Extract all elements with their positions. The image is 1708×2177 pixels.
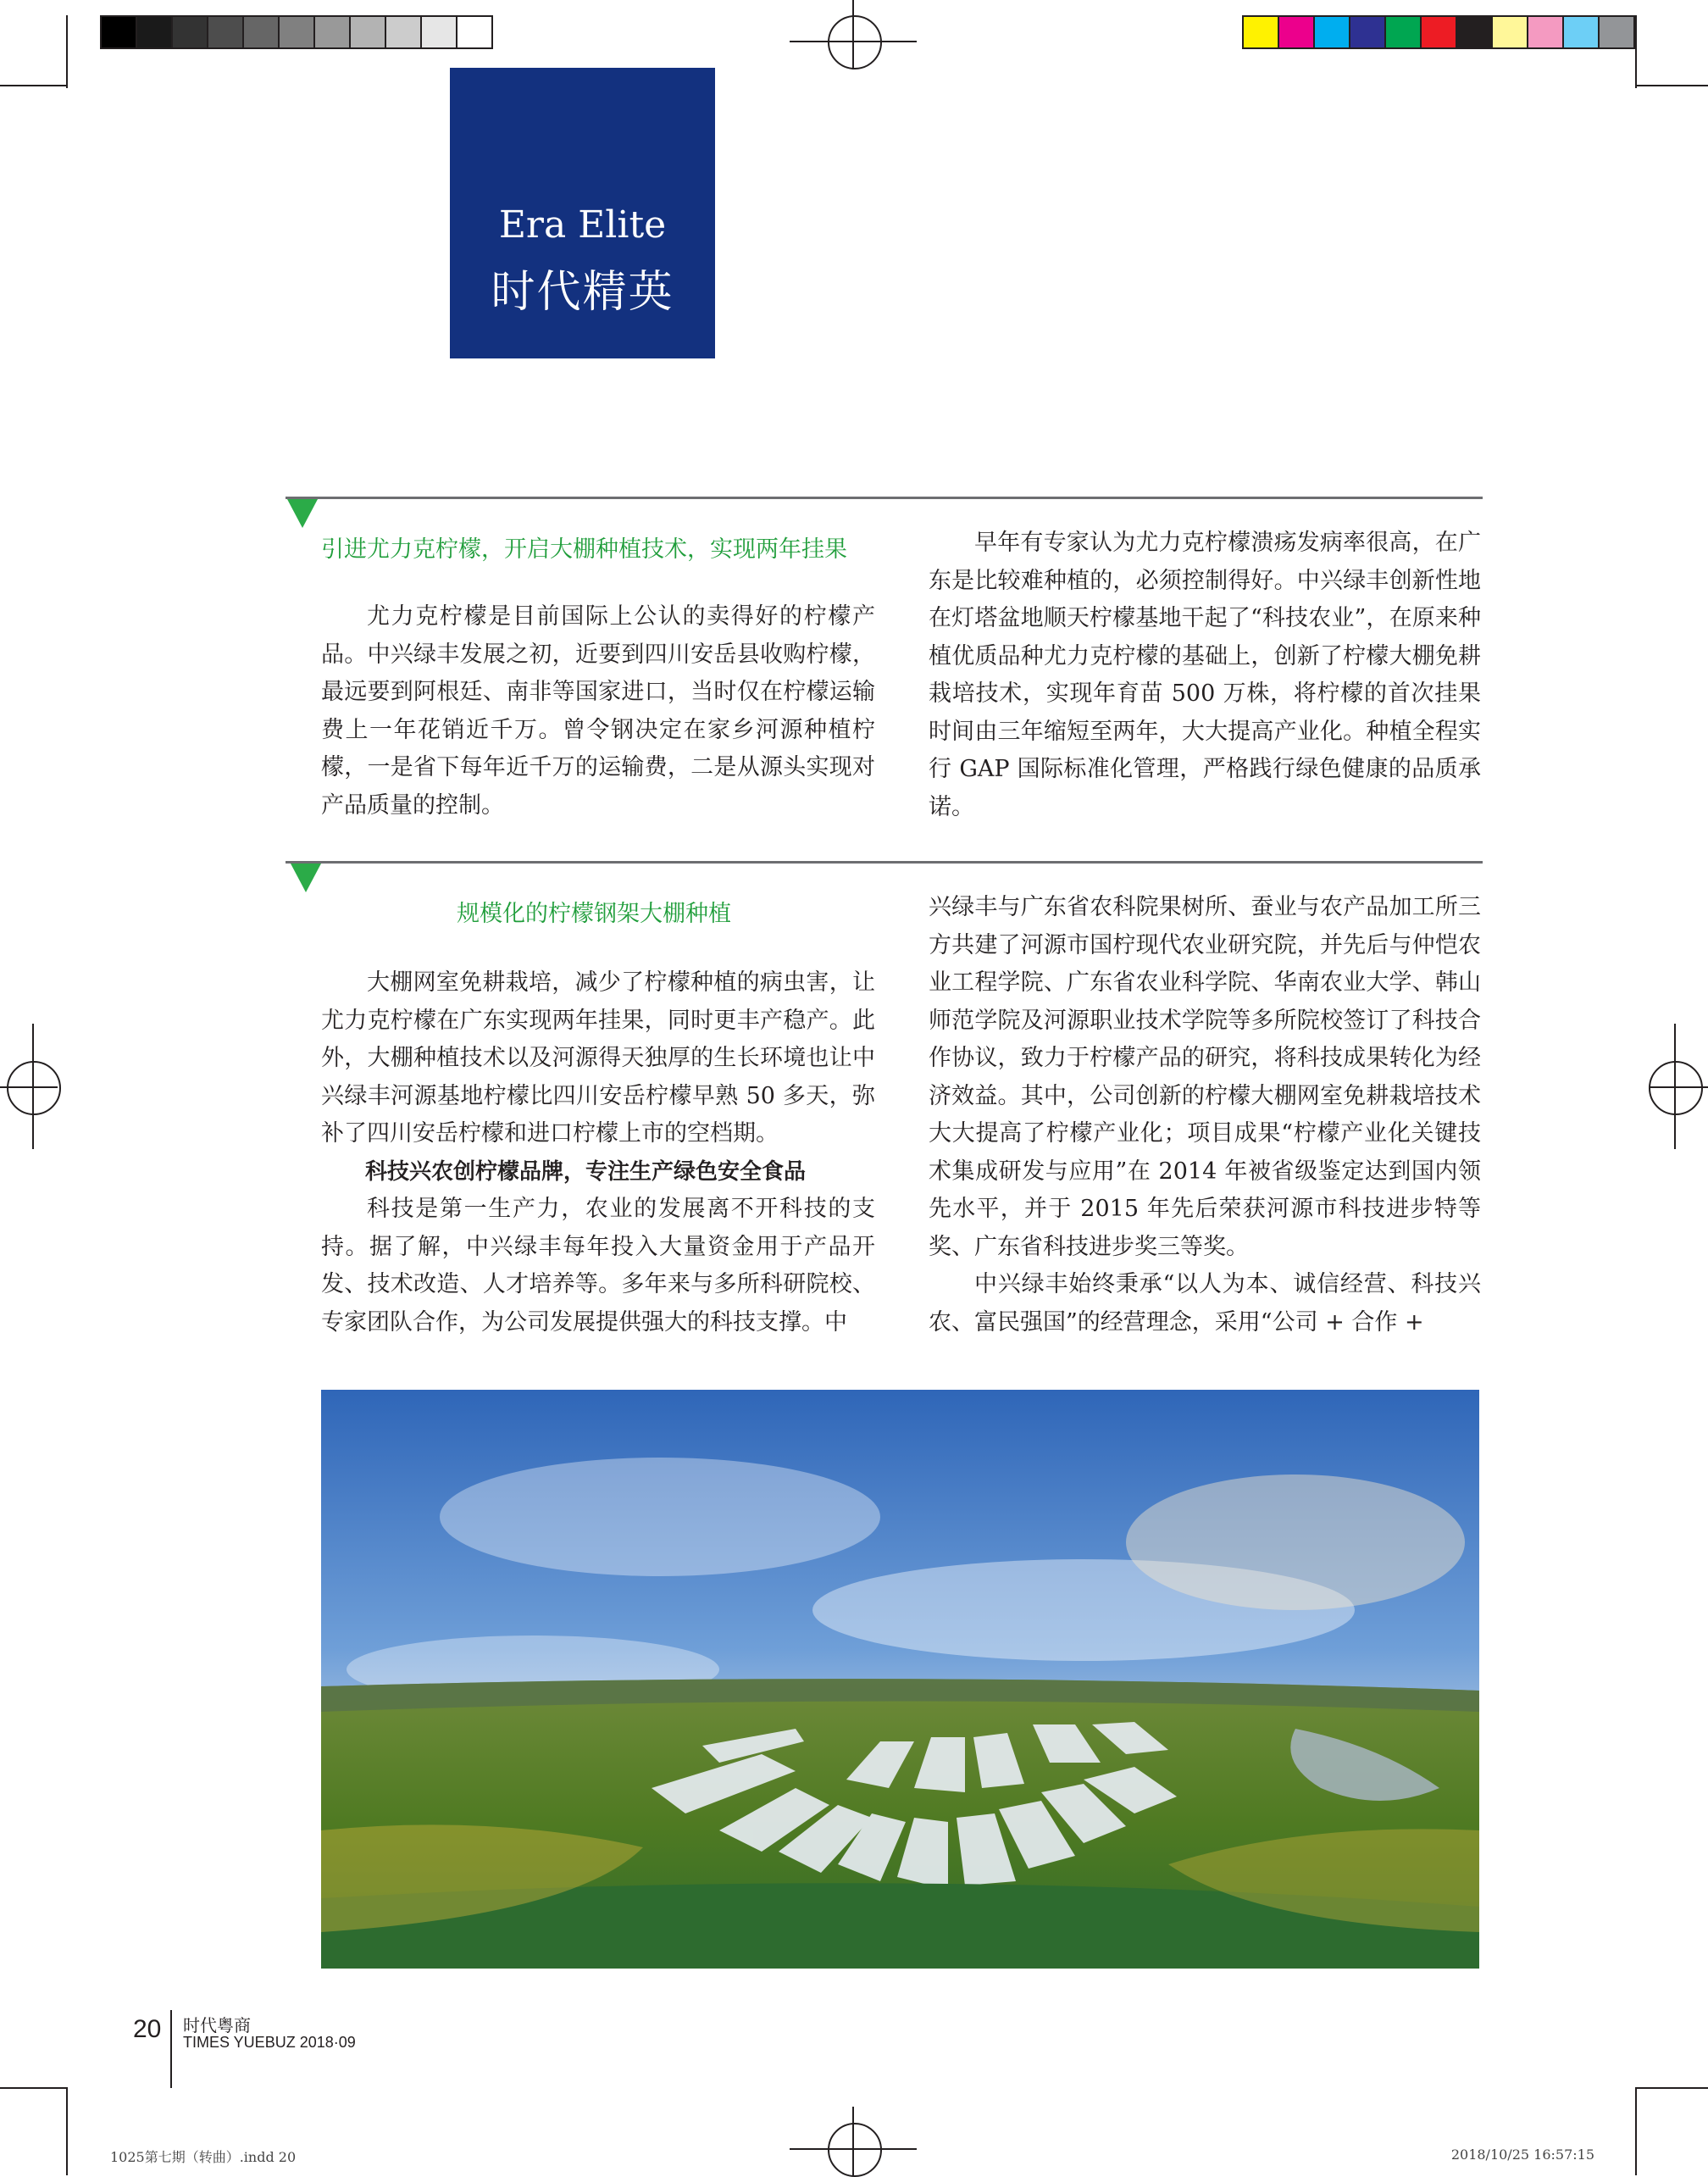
section1-right-column: [929, 525, 1481, 826]
section-marker-1: [287, 499, 318, 528]
magazine-name-cn: 时代粤商: [183, 2015, 251, 2035]
print-slug-file: 1025第七期（转曲）.indd 20: [110, 2149, 297, 2165]
subheading: 科技兴农创柠檬品牌，专注生产绿色安全食品: [365, 1158, 807, 1185]
column-title-cn: 时代精英: [491, 267, 674, 318]
color-swatch: [137, 17, 173, 47]
paragraph: 大棚网室免耕栽培，减少了柠檬种植的病虫害，让尤力克柠檬在广东实现两年挂果，同时更丰产稳产。此外，大棚种植技术以及河源得天独厚的生长环境也让中兴绿丰河源基地柠檬比四川安岳柠檬早熟 50 多天，弥补了四川安岳柠檬和进口柠檬上市的空档期。: [321, 969, 875, 1147]
color-swatch: [315, 17, 351, 47]
column-title-en: Era Elite: [498, 203, 667, 247]
color-swatch: [208, 17, 244, 47]
color-swatch: [1564, 17, 1600, 47]
section-rule-2: [286, 861, 1483, 864]
color-swatch: [458, 17, 491, 47]
color-swatch: [351, 17, 386, 47]
process-color-bar: [1242, 15, 1635, 49]
color-swatch: [1386, 17, 1422, 47]
section1-left-column: [321, 598, 875, 825]
color-swatch: [1600, 17, 1633, 47]
color-swatch: [1457, 17, 1493, 47]
paragraph: 科技是第一生产力，农业的发展离不开科技的支持。据了解，中兴绿丰每年投入大量资金用于产品开发、技术改造、人才培养等。多年来与多所科研院校、专家团队合作，为公司发展提供强大的科技支撑。中: [321, 1196, 875, 1336]
color-swatch: [102, 17, 137, 47]
paragraph: 早年有专家认为尤力克柠檬溃疡发病率很高，在广东是比较难种植的，必须控制得好。中兴绿丰创新性地在灯塔盆地顺天柠檬基地干起了“科技农业”，在原来种植优质品种尤力克柠檬的基础上，创新了柠檬大棚免耕栽培技术，实现年育苗 500 万株，将柠檬的首次挂果时间由三年缩短至两年，大大提高产业化。种植全程实行 GAP 国际标准化管理，严格践行绿色健康的品质承诺。: [929, 530, 1481, 820]
footer-divider: [170, 2010, 172, 2088]
color-swatch: [1493, 17, 1528, 47]
section2-right-column: [929, 889, 1481, 1341]
section2-left-column: [321, 964, 875, 1341]
page-number: 20: [133, 2015, 162, 2043]
section-rule-1: [286, 497, 1483, 499]
color-swatch: [1315, 17, 1350, 47]
section-marker-2: [291, 864, 321, 892]
section-heading-2: 规模化的柠檬钢架大棚种植: [457, 901, 731, 927]
column-brand-box: [450, 68, 715, 358]
paragraph: 兴绿丰与广东省农科院果树所、蚕业与农产品加工所三方共建了河源市国柠现代农业研究院，并先后与仲恺农业工程学院、广东省农业科学院、华南农业大学、韩山师范学院及河源职业技术学院等多所院校签订了科技合作协议，致力于柠檬产品的研究，将科技成果转化为经济效益。其中，公司创新的柠檬大棚网室免耕栽培技术大大提高了柠檬产业化；项目成果“柠檬产业化关键技术集成研发与应用”在 2014 年被省级鉴定达到国内领先水平，并于 2015 年先后荣获河源市科技进步特等奖、广东省科技进步奖三等奖。: [929, 894, 1481, 1260]
color-swatch: [422, 17, 458, 47]
color-swatch: [386, 17, 422, 47]
paragraph: 尤力克柠檬是目前国际上公认的卖得好的柠檬产品。中兴绿丰发展之初，近要到四川安岳县收购柠檬，最远要到阿根廷、南非等国家进口，当时仅在柠檬运输费上一年花销近千万。曾令钢决定在家乡河源种植柠檬，一是省下每年近千万的运输费，二是从源头实现对产品质量的控制。: [321, 603, 875, 819]
color-swatch: [1244, 17, 1279, 47]
paragraph: 中兴绿丰始终秉承“以人为本、诚信经营、科技兴农、富民强国”的经营理念，采用“公司 + 合作 +: [929, 1271, 1481, 1336]
color-swatch: [173, 17, 208, 47]
color-swatch: [1350, 17, 1386, 47]
color-swatch: [1279, 17, 1315, 47]
magazine-name-en: TIMES YUEBUZ 2018·09: [183, 2034, 356, 2051]
color-swatch: [280, 17, 315, 47]
print-slug-timestamp: 2018/10/25 16:57:15: [1450, 2146, 1594, 2163]
grayscale-color-bar: [100, 15, 493, 49]
color-swatch: [1422, 17, 1457, 47]
color-swatch: [244, 17, 280, 47]
greenhouse-panorama-photo: [321, 1390, 1479, 1969]
section-heading-1: 引进尤力克柠檬，开启大棚种植技术，实现两年挂果: [321, 536, 847, 563]
color-swatch: [1528, 17, 1564, 47]
